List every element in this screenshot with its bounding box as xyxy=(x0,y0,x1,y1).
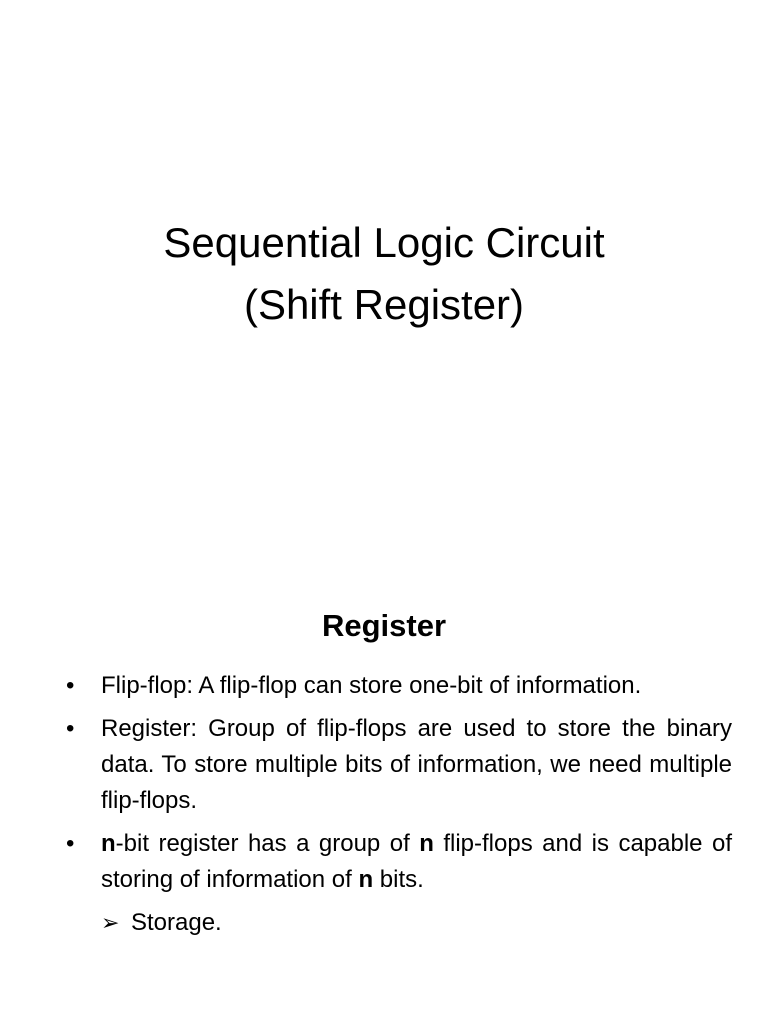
bullet-text: Flip-flop: A flip-flop can store one-bit of information. xyxy=(101,672,642,699)
bullet-text-part: bits. xyxy=(373,866,424,893)
sub-bullet-text: Storage. xyxy=(131,909,222,936)
bold-n: n xyxy=(419,830,434,857)
title-line-1: Sequential Logic Circuit xyxy=(163,219,605,266)
arrow-marker-icon: ➢ xyxy=(101,910,120,935)
bold-n: n xyxy=(358,866,374,893)
bullet-marker: • xyxy=(66,672,75,699)
bold-n: n xyxy=(101,830,116,857)
bullet-text-part: flip-flops and is capable of storing of information of xyxy=(101,830,732,893)
bullet-marker: • xyxy=(66,715,75,742)
section-heading: Register xyxy=(321,608,447,643)
sub-bullet-storage xyxy=(66,905,732,941)
bullet-item-n-bit-register xyxy=(66,826,732,898)
bullet-item-flip-flop xyxy=(66,668,732,704)
bullet-marker: • xyxy=(66,830,75,857)
bullet-text-part: -bit register has a group of xyxy=(115,830,420,857)
bullet-list xyxy=(66,668,732,941)
bullet-text: Register: Group of flip-flops are used to store the binary data. To store multiple bits of information, we need multiple flip-flops. xyxy=(101,715,732,814)
title-line-2: (Shift Register) xyxy=(243,281,525,328)
slide-title xyxy=(0,212,768,336)
bullet-item-register xyxy=(66,711,732,819)
